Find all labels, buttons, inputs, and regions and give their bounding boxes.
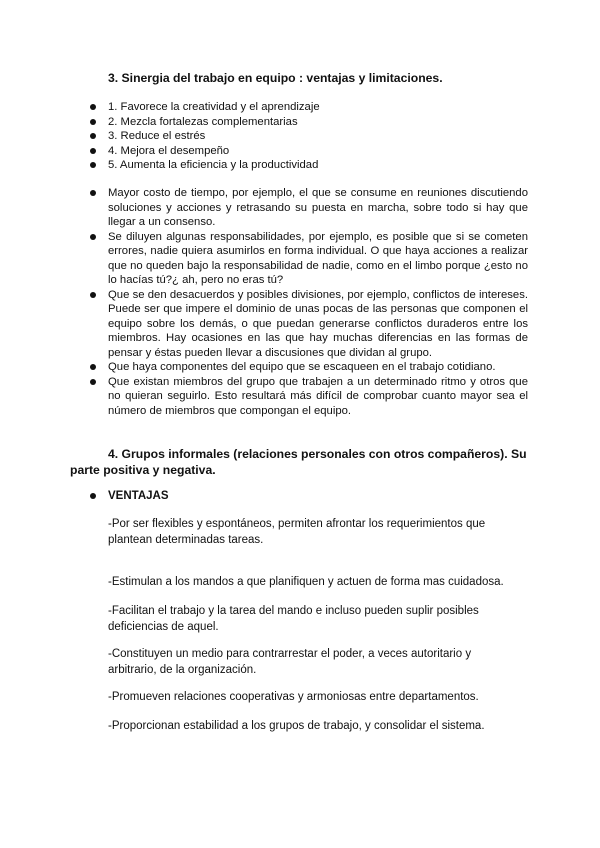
list-item: Que haya componentes del equipo que se escaqueen en el trabajo cotidiano.: [108, 360, 528, 375]
list-item: 3. Reduce el estrés: [108, 129, 528, 144]
list-item: 5. Aumenta la eficiencia y la productividad: [108, 158, 528, 173]
bullet-icon: [90, 148, 96, 154]
bullet-icon: [90, 190, 96, 196]
ventaja-paragraph: -Estimulan a los mandos a que planifiquen y actuen de forma mas cuidadosa.: [108, 576, 504, 588]
list-item: Que se den desacuerdos y posibles divisiones, por ejemplo, conflictos de intereses. Puede ser que impere el dominio de unas pocas de las personas que componen el equipo sobre los demás, o que puedan generarse conflictos duraderos entre los miembros. Hay ocasiones en las que hay muchas diferencias en las formas de pensar y éstas pueden llevar a discusiones que dividan al grupo.: [108, 288, 528, 361]
list-item: Se diluyen algunas responsabilidades, por ejemplo, es posible que si se cometen errores, nadie quiera asumirlos en forma individual. O que haya acciones a realizar que no queden bajo la responsabilidad de nadie, como en el limbo porque ¿esto no lo hacías tú?¿ ah, pero no eras tú?: [108, 230, 528, 288]
section-3-title: 3. Sinergia del trabajo en equipo : ventajas y limitaciones.: [108, 71, 443, 85]
ventaja-paragraph: -Facilitan el trabajo y la tarea del mando e incluso pueden suplir posibles deficiencias de aquel.: [108, 605, 479, 633]
ventaja-paragraph: -Promueven relaciones cooperativas y armoniosas entre departamentos.: [108, 691, 479, 703]
list-item: Mayor costo de tiempo, por ejemplo, el que se consume en reuniones discutiendo soluciones y acciones y retrasando su puesta en marcha, sobre todo si hay que llegar a un consenso.: [108, 186, 528, 230]
list-item: 1. Favorece la creatividad y el aprendizaje: [108, 100, 528, 115]
list-item: 2. Mezcla fortalezas complementarias: [108, 115, 528, 130]
ventaja-paragraph: -Por ser flexibles y espontáneos, permiten afrontar los requerimientos que plantean determinadas tareas.: [108, 518, 486, 546]
bullet-icon: [90, 119, 96, 125]
bullet-icon: [90, 493, 96, 499]
bullet-icon: [90, 379, 96, 385]
ventaja-paragraph: -Constituyen un medio para contrarrestar el poder, a veces autoritario y arbitrario, de la organización.: [108, 648, 472, 676]
advantages-list: [108, 100, 528, 173]
list-item: Que existan miembros del grupo que trabajen a un determinado ritmo y otros que no quieran seguirlo. Esto resultará más difícil de comprobar cuanto mayor sea el número de miembros que compongan el equipo.: [108, 375, 528, 419]
section-4-title: 4. Grupos informales (relaciones personales con otros compañeros). Su parte positiva y negativa.: [70, 447, 527, 477]
bullet-icon: [90, 104, 96, 110]
ventajas-heading: VENTAJAS: [108, 489, 169, 503]
list-item: 4. Mejora el desempeño: [108, 144, 528, 159]
ventaja-paragraph: -Proporcionan estabilidad a los grupos de trabajo, y consolidar el sistema.: [108, 720, 485, 732]
bullet-icon: [90, 234, 96, 240]
bullet-icon: [90, 133, 96, 139]
bullet-icon: [90, 292, 96, 298]
bullet-icon: [90, 364, 96, 370]
limitations-list: [108, 186, 528, 418]
bullet-icon: [90, 162, 96, 168]
